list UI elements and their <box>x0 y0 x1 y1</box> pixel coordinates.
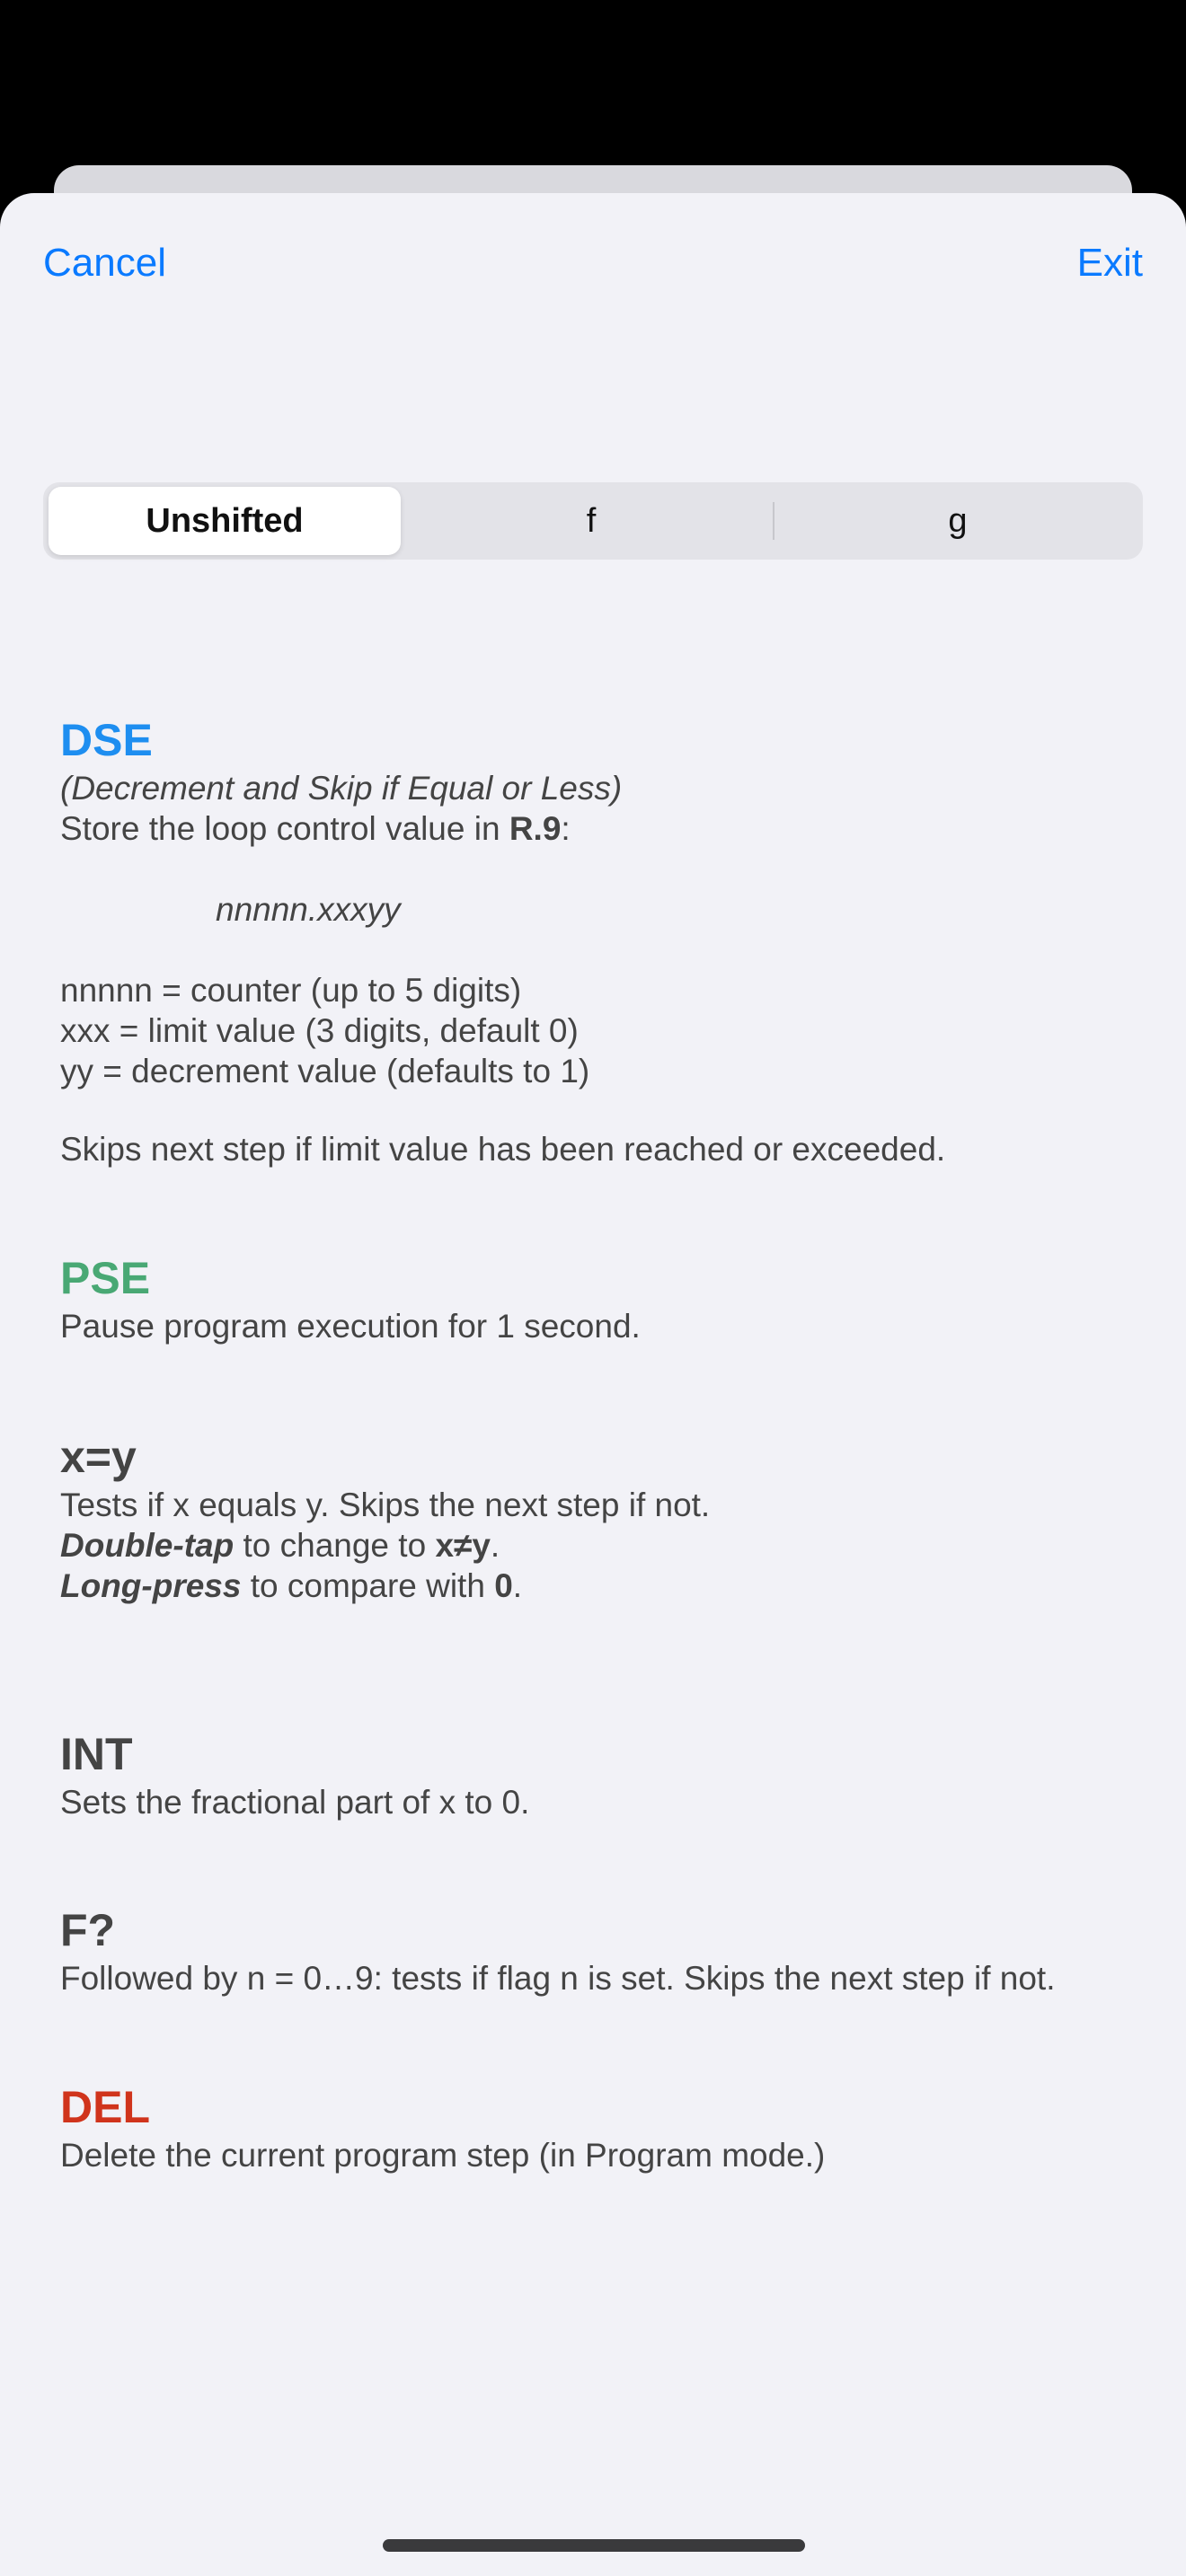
text: to compare with <box>241 1567 495 1604</box>
gesture-label: Double-tap <box>60 1527 235 1564</box>
entry-line: Skips next step if limit value has been reached or exceeded. <box>60 1131 946 1168</box>
entry-x-equals-y <box>60 1429 710 1606</box>
entry-line <box>60 808 945 849</box>
entry-line: xxx = limit value (3 digits, default 0) <box>60 1012 579 1049</box>
cancel-button[interactable]: Cancel <box>43 241 166 285</box>
text-bold: x≠y <box>435 1527 491 1564</box>
text: . <box>512 1567 523 1604</box>
entry-title: DEL <box>60 2082 150 2132</box>
entry-title: x=y <box>60 1432 137 1482</box>
text: : <box>561 810 571 847</box>
text: . <box>490 1527 500 1564</box>
exit-button[interactable]: Exit <box>1076 241 1143 285</box>
entry-line <box>60 1525 710 1566</box>
text-bold: 0 <box>494 1567 513 1604</box>
format-formula: nnnnn.xxxyy <box>216 891 401 928</box>
register-name: R.9 <box>509 810 562 847</box>
entry-subtitle: (Decrement and Skip if Equal or Less) <box>60 770 623 807</box>
entry-line <box>60 1566 710 1606</box>
home-indicator <box>383 2539 805 2552</box>
entry-title: INT <box>60 1729 133 1779</box>
gesture-label: Long-press <box>60 1567 242 1604</box>
shift-segmented-control <box>43 482 1143 560</box>
text: to change to <box>234 1527 436 1564</box>
entry-line: Pause program execution for 1 second. <box>60 1308 641 1345</box>
entry-line: Tests if x equals y. Skips the next step if not. <box>60 1486 711 1523</box>
segment-f[interactable]: f <box>586 502 597 540</box>
entry-del <box>60 2079 825 2175</box>
entry-pse <box>60 1250 641 1346</box>
entry-line: yy = decrement value (defaults to 1) <box>60 1053 590 1090</box>
entry-dse <box>60 712 945 1169</box>
entry-title: PSE <box>60 1253 151 1303</box>
entry-title: DSE <box>60 715 153 765</box>
entry-int <box>60 1726 529 1822</box>
entry-title: F? <box>60 1905 116 1955</box>
segment-g[interactable]: g <box>948 502 968 540</box>
entry-line: Delete the current program step (in Program mode.) <box>60 2137 826 2174</box>
entry-flag-test <box>60 1902 1055 1998</box>
segment-divider <box>773 502 774 540</box>
entry-line: nnnnn = counter (up to 5 digits) <box>60 972 522 1009</box>
help-sheet <box>0 193 1186 2576</box>
entry-line: Followed by n = 0…9: tests if flag n is set. Skips the next step if not. <box>60 1960 1056 1997</box>
entry-line: Sets the fractional part of x to 0. <box>60 1784 530 1821</box>
segment-unshifted[interactable]: Unshifted <box>49 487 401 555</box>
text: Store the loop control value in <box>60 810 509 847</box>
